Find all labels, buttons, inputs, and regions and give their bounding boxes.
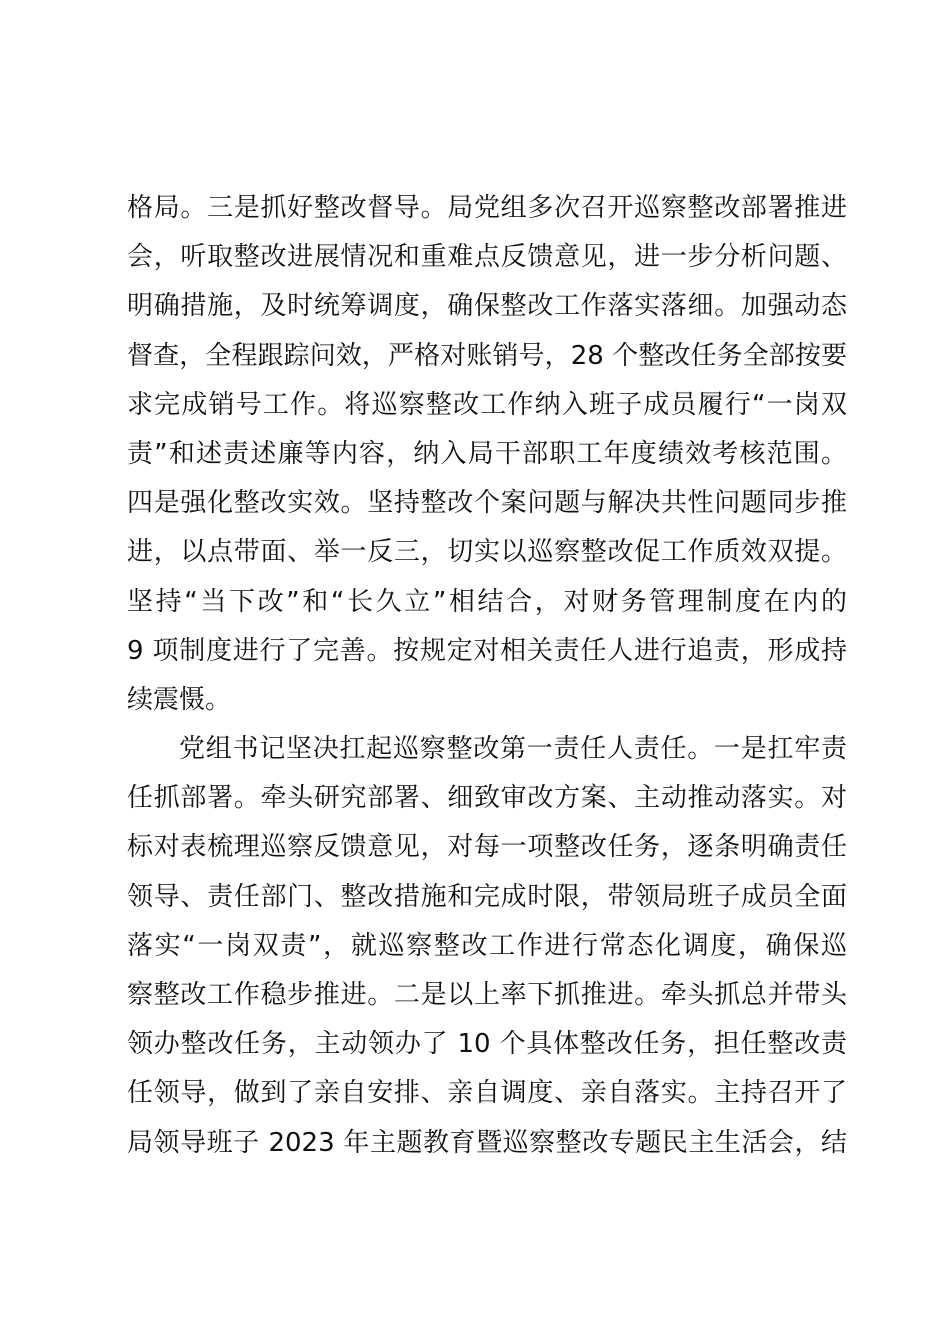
text-line: 进，以点带面、举一反三，切实以巡察整改促工作质效双提。 [127,537,847,568]
paragraph-2 [127,725,847,1168]
text-line: 领办整改任务，主动领办了 10 个具体整改任务，担任整改责 [127,1029,847,1060]
text-line: 落实“一岗双责”，就巡察整改工作进行常态化调度，确保巡 [127,930,847,961]
text-line: 格局。三是抓好整改督导。局党组多次召开巡察整改部署推进 [127,193,847,223]
text-line: 四是强化整改实效。坚持整改个案问题与解决共性问题同步推 [127,488,847,519]
text-line: 局领导班子 2023 年主题教育暨巡察整改专题民主生活会，结 [127,1127,847,1158]
text-line: 察整改工作稳步推进。二是以上率下抓推进。牵头抓总并带头 [127,980,847,1010]
body-text [127,184,847,1168]
text-line: 任抓部署。牵头研究部署、细致审改方案、主动推动落实。对 [127,783,847,814]
text-line: 9 项制度进行了完善。按规定对相关责任人进行追责，形成持 [127,635,847,666]
text-line: 党组书记坚决扛起巡察整改第一责任人责任。一是扛牢责 [179,734,847,765]
text-line: 责”和述责述廉等内容，纳入局干部职工年度绩效考核范围。 [127,438,847,469]
text-line: 标对表梳理巡察反馈意见，对每一项整改任务，逐条明确责任 [127,832,847,863]
text-line: 任领导，做到了亲自安排、亲自调度、亲自落实。主持召开了 [127,1078,847,1109]
text-line: 求完成销号工作。将巡察整改工作纳入班子成员履行“一岗双 [127,389,847,420]
text-line: 续震慑。 [127,684,232,715]
text-line: 坚持“当下改”和“长久立”相结合，对财务管理制度在内的 [127,586,847,617]
text-line: 督查，全程跟踪问效，严格对账销号，28 个整改任务全部按要 [127,340,847,371]
text-line: 领导、责任部门、整改措施和完成时限，带领局班子成员全面 [127,881,847,912]
text-line: 会，听取整改进展情况和重难点反馈意见，进一步分析问题、 [127,242,847,273]
paragraph-1 [127,184,847,725]
text-line: 明确措施，及时统筹调度，确保整改工作落实落细。加强动态 [127,291,847,322]
